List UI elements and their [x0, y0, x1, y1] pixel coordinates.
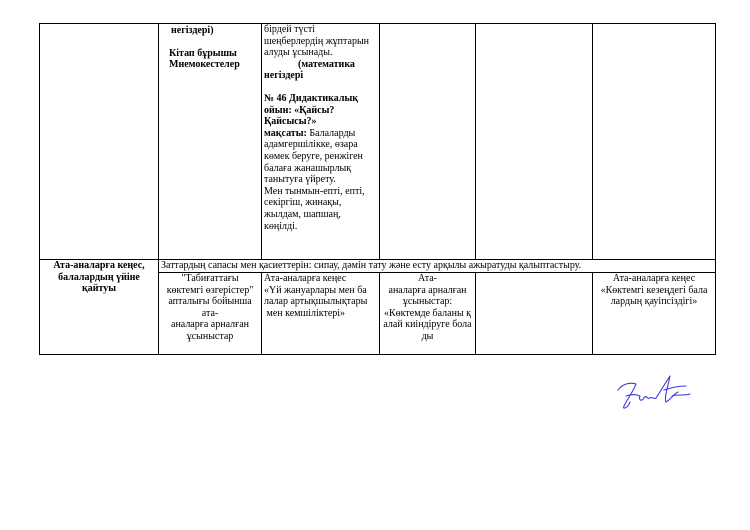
signature-icon [612, 372, 696, 412]
parents-advice-pets: Ата-аналарға кеңес «Үй жануарлары мен ба лалар артықшылықтары мен кемшіліктері» [262, 273, 380, 355]
subject-label: (математика [298, 58, 355, 70]
goal-text-first: Балаларды [309, 127, 356, 139]
parents-advice-safety: Ата-аналарға кеңес «Көктемгі кезеңдегі бала лардың қауіпсіздігі» [593, 273, 716, 355]
game-title: № 46 Дидактикалық ойын: «Қайсы? Қайсысы?» [264, 92, 359, 128]
empty-cell [476, 24, 593, 260]
book-corner-label: Кітап бұрышы [169, 47, 237, 59]
table-row [40, 24, 716, 260]
intro-paragraph: бірдей түсті шеңберлердің жұптарын алуды ұсынады. [264, 24, 370, 59]
goal-paragraph: мақсаты: Балаларды адамгершілікке, өзара көмек беруге, ренжіген балаға жанашырлық танытуға үйрету. [264, 127, 363, 186]
empty-cell [380, 24, 476, 260]
empty-cell [476, 273, 593, 355]
wide-goal-text: Заттардың сапасы мен қасиеттерін: сипау, дәмін тату және есту арқылы ажыратуды қалыптастыру. [159, 260, 716, 273]
mnemonic-tables-label: Мнемокестелер [169, 59, 240, 71]
lesson-plan-table [39, 23, 716, 355]
subject-continuation: негіздері) [171, 25, 214, 36]
goal-label: мақсаты: [264, 127, 307, 139]
activity-cell [159, 24, 262, 260]
parents-advice-clothing: Ата- аналарға арналған ұсыныстар: «Көктемде баланы қ алай киіндіруге бола ды [380, 273, 476, 355]
activity-detail-cell [262, 24, 380, 260]
subject-label-cont: негіздері [264, 70, 304, 82]
poem: Мен тынмын-епті, епті, секіргіш, жинақы, жылдам, шапшаң, көңілді. [264, 185, 365, 232]
parents-section-label: Ата-аналарға кеңес, балалардың үйіне қайтуы [40, 260, 159, 355]
empty-cell [593, 24, 716, 260]
table-row [40, 260, 716, 273]
row-label-cell [40, 24, 159, 260]
parents-advice-week: "Табиғаттағы көктемгі өзгерістер" апталығы бойынша ата- аналарға арналған ұсыныстар [159, 273, 262, 355]
